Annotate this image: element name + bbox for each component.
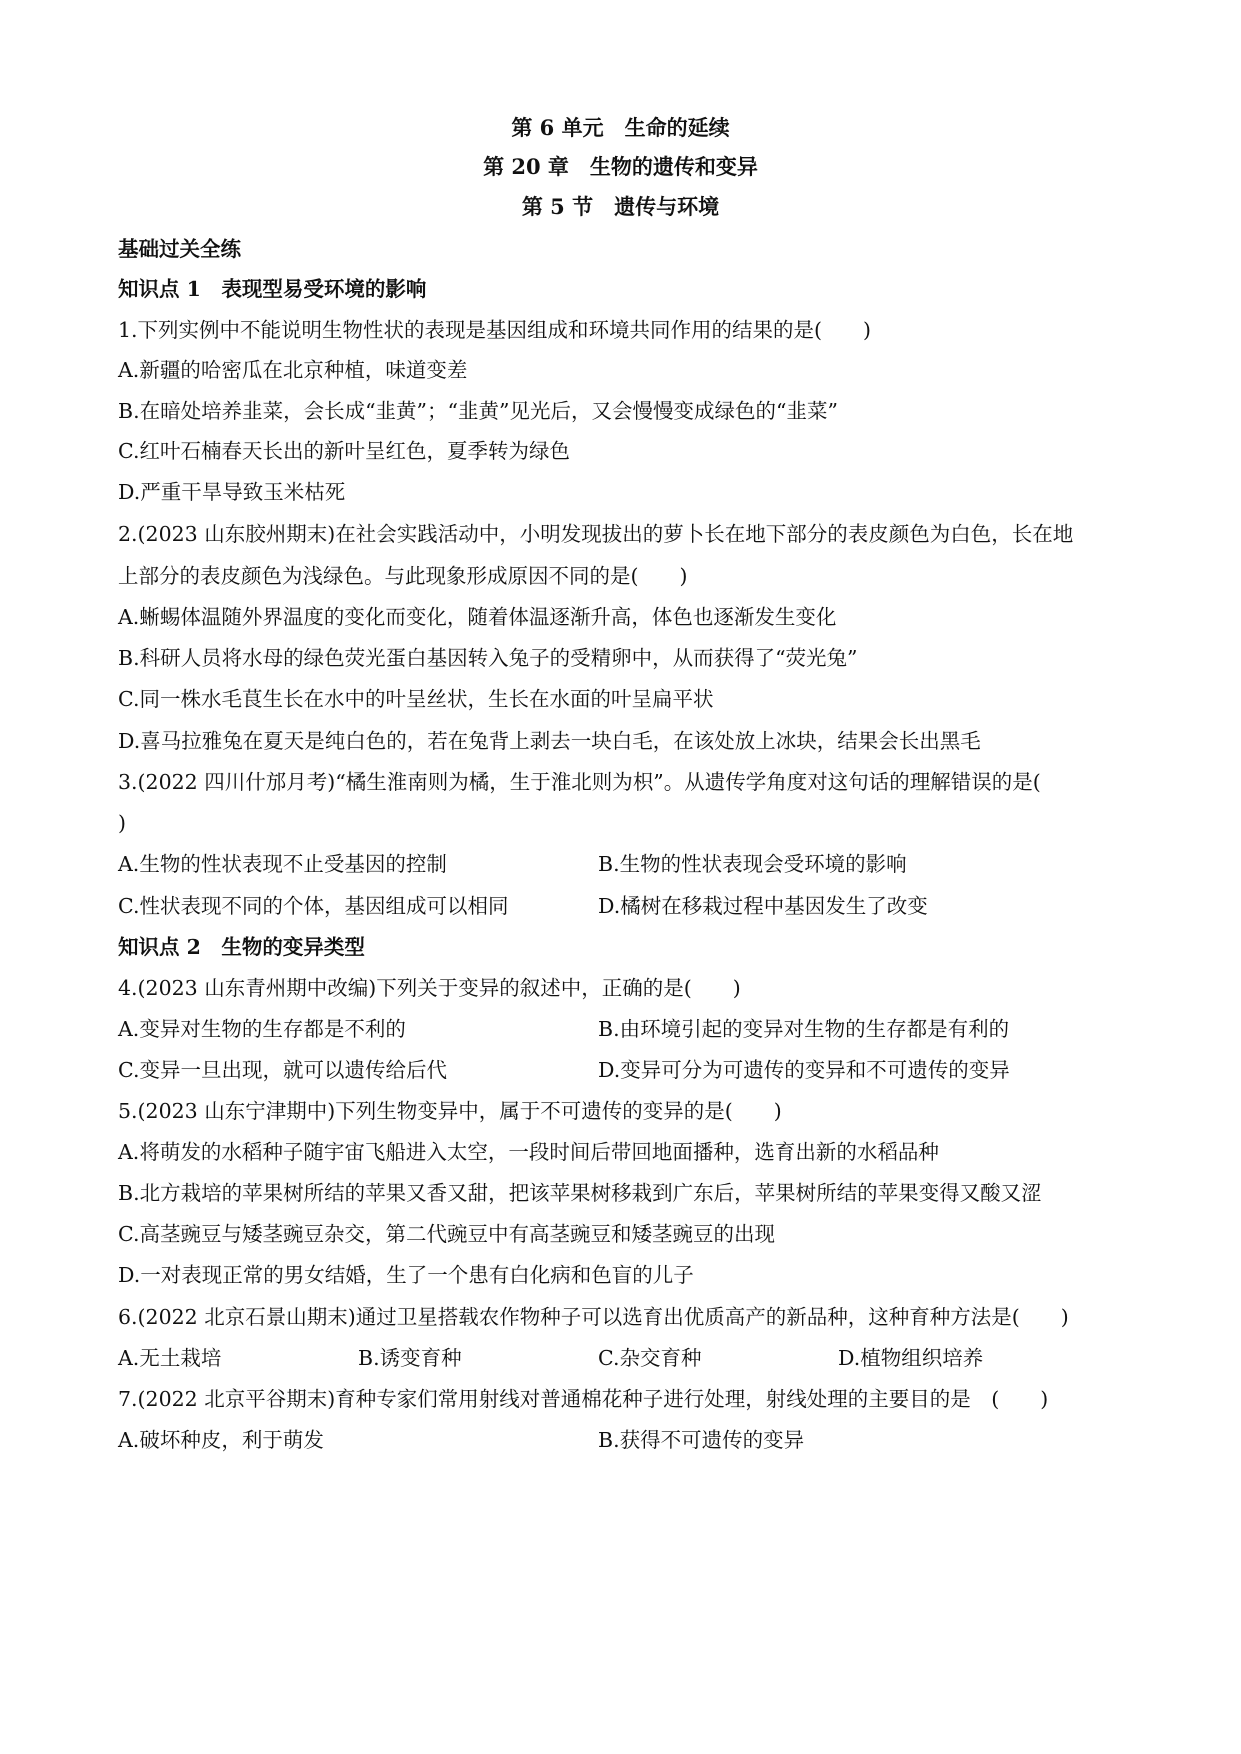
question-3-option-d: D.橘树在移栽过程中基因发生了改变 — [598, 894, 928, 918]
question-5-option-d: D.一对表现正常的男女结婚，生了一个患有白化病和色盲的儿子 — [118, 1263, 694, 1287]
question-6-option-b: B.诱变育种 — [358, 1346, 462, 1370]
unit-title: 第 6 单元 生命的延续 — [511, 115, 730, 140]
question-5-option-c: C.高茎豌豆与矮茎豌豆杂交，第二代豌豆中有高茎豌豆和矮茎豌豆的出现 — [118, 1222, 775, 1246]
question-5-option-b: B.北方栽培的苹果树所结的苹果又香又甜，把该苹果树移栽到广东后，苹果树所结的苹果变得又酸又涩 — [118, 1181, 1042, 1205]
question-2-option-b: B.科研人员将水母的绿色荧光蛋白基因转入兔子的受精卵中，从而获得了“荧光兔” — [118, 646, 858, 670]
question-5-option-a: A.将萌发的水稻种子随宇宙飞船进入太空，一段时间后带回地面播种，选育出新的水稻品种 — [118, 1140, 939, 1164]
question-2-stem-line-1: 2.(2023 山东胶州期末)在社会实践活动中，小明发现拔出的萝卜长在地下部分的表皮颜色为白色，长在地 — [118, 522, 1074, 546]
question-7-option-a: A.破坏种皮，利于萌发 — [118, 1428, 324, 1452]
question-6-option-a: A.无土栽培 — [118, 1346, 222, 1370]
question-2-option-d: D.喜马拉雅兔在夏天是纯白色的，若在兔背上剥去一块白毛，在该处放上冰块，结果会长出黑毛 — [118, 729, 981, 753]
question-2-option-c: C.同一株水毛茛生长在水中的叶呈丝状，生长在水面的叶呈扁平状 — [118, 687, 714, 711]
question-4-option-b: B.由环境引起的变异对生物的生存都是有利的 — [598, 1017, 1010, 1041]
question-2-option-a: A.蜥蜴体温随外界温度的变化而变化，随着体温逐渐升高，体色也逐渐发生变化 — [118, 605, 837, 629]
knowledge-point-1: 知识点 1 表现型易受环境的影响 — [118, 277, 427, 301]
question-6-stem: 6.(2022 北京石景山期末)通过卫星搭载农作物种子可以选育出优质高产的新品种，这种育种方法是( ) — [118, 1305, 1069, 1329]
knowledge-point-2: 知识点 2 生物的变异类型 — [118, 935, 365, 959]
question-3-stem-line-1: 3.(2022 四川什邡月考)“橘生淮南则为橘，生于淮北则为枳”。从遗传学角度对这句话的理解错误的是( — [118, 770, 1041, 794]
question-3-stem-line-2: ) — [118, 811, 126, 835]
question-1-stem: 1.下列实例中不能说明生物性状的表现是基因组成和环境共同作用的结果的是( ) — [118, 318, 872, 342]
question-1-option-c: C.红叶石楠春天长出的新叶呈红色，夏季转为绿色 — [118, 439, 570, 463]
question-7-stem: 7.(2022 北京平谷期末)育种专家们常用射线对普通棉花种子进行处理，射线处理的主要目的是 ( ) — [118, 1387, 1049, 1411]
question-2-stem-line-2: 上部分的表皮颜色为浅绿色。与此现象形成原因不同的是( ) — [118, 564, 688, 588]
question-6-option-d: D.植物组织培养 — [838, 1346, 984, 1370]
question-1-option-b: B.在暗处培养韭菜，会长成“韭黄”；“韭黄”见光后，又会慢慢变成绿色的“韭菜” — [118, 399, 838, 423]
question-3-option-a: A.生物的性状表现不止受基因的控制 — [118, 852, 447, 876]
question-4-option-a: A.变异对生物的生存都是不利的 — [118, 1017, 406, 1041]
section-title: 第 5 节 遗传与环境 — [521, 194, 720, 219]
question-4-option-c: C.变异一旦出现，就可以遗传给后代 — [118, 1058, 447, 1082]
exercise-heading: 基础过关全练 — [118, 237, 241, 261]
question-7-option-b: B.获得不可遗传的变异 — [598, 1428, 805, 1452]
question-4-option-d: D.变异可分为可遗传的变异和不可遗传的变异 — [598, 1058, 1010, 1082]
question-3-option-c: C.性状表现不同的个体，基因组成可以相同 — [118, 894, 509, 918]
question-3-option-b: B.生物的性状表现会受环境的影响 — [598, 852, 907, 876]
question-4-stem: 4.(2023 山东青州期中改编)下列关于变异的叙述中，正确的是( ) — [118, 976, 741, 1000]
question-1-option-a: A.新疆的哈密瓜在北京种植，味道变差 — [118, 358, 468, 382]
question-5-stem: 5.(2023 山东宁津期中)下列生物变异中，属于不可遗传的变异的是( ) — [118, 1099, 782, 1123]
chapter-title: 第 20 章 生物的遗传和变异 — [483, 154, 758, 179]
question-6-option-c: C.杂交育种 — [598, 1346, 702, 1370]
question-1-option-d: D.严重干旱导致玉米枯死 — [118, 480, 346, 504]
